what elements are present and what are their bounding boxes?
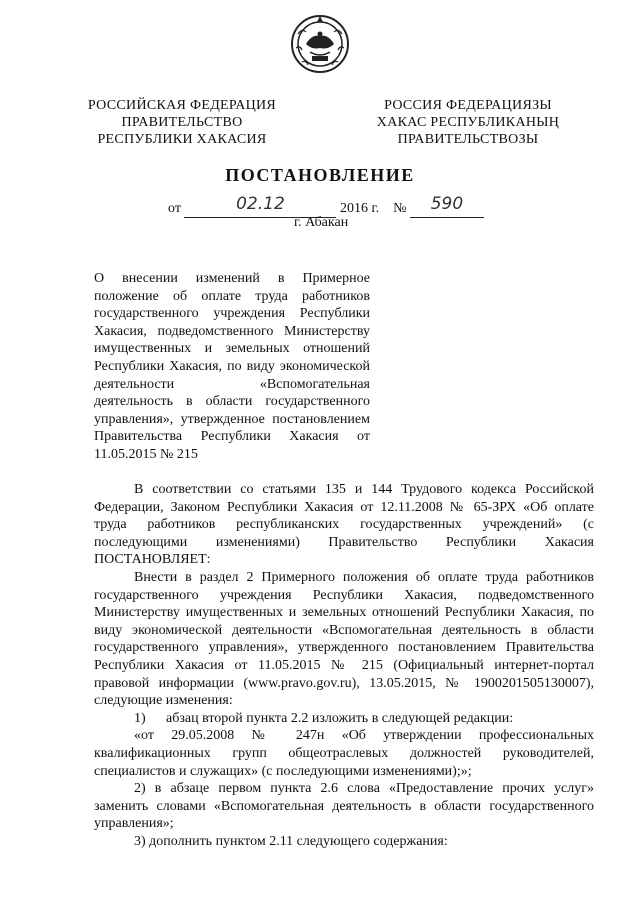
header-left-line: РОССИЙСКАЯ ФЕДЕРАЦИЯ [87,98,277,113]
republic-emblem [290,12,350,76]
year-text: 2016 г. [339,201,380,216]
handwritten-date: 02.12 [236,194,285,214]
list-item-text: абзац второй пункта 2.2 изложить в следующей редакции: [166,710,514,726]
handwritten-number: 590 [430,194,464,214]
header-right-line: ХАКАС РЕСПУБЛИКАНЫҢ [376,115,560,130]
number-field [410,194,484,218]
list-item-number: 1) [134,710,146,726]
header-right-line: ПРАВИТЕЛЬСТВОЗЫ [397,132,539,147]
document-subject: О внесении изменений в Примерное положение об оплате труда работников государственного учреждения Республики Хакасия, подведомственного Министерству имущественных и земельных отношений Республики Хакасия, по виду экономической деятельности «Вспомогательная деятельность в области государственного управления», утвержденное постановлением Правительства Республики Хакасия от 11.05.2015 № 215 [94,271,370,462]
body-paragraph-preamble: В соответствии со статьями 135 и 144 Трудового кодекса Российской Федерации, Законом Республики Хакасия от 12.11.2008 № 65-ЗРХ «Об оплате труда работников республиканских государственных учреждений» (с последующими изменениями) Правительство Республики Хакасия ПОСТАНОВЛЯЕТ: [94,482,594,568]
header-left-block [82,97,282,148]
list-item-1 [94,710,594,728]
body-paragraph-quote: «от 29.05.2008 № 247н «Об утверждении профессиональных квалификационных групп общеотраслевых должностей руководителей, специалистов и служащих» (с последующими изменениями);»; [94,728,594,779]
number-sign: № [393,201,407,216]
date-prefix: от [168,201,181,216]
document-title: ПОСТАНОВЛЕНИЕ [225,165,415,185]
list-item-3: 3) дополнить пунктом 2.11 следующего содержания: [134,833,448,849]
city-label: г. Абакан [294,215,349,230]
header-right-block [368,97,568,148]
body-paragraph-main: Внести в раздел 2 Примерного положения об оплате труда работников государственного учреждения Республики Хакасия, подведомственного Министерству имущественных и земельных отношений Республики Хакасия, по виду экономической деятельности «Вспомогательная деятельность в области государственного управления», утвержденного постановлением Правительства Республики Хакасия от 11.05.2015 № 215 (Официальный интернет-портал правовой информации (www.pravo.gov.ru), 13.05.2015, № 1900201505130007), следующие изменения: [94,569,594,709]
list-item-2: 2) в абзаце первом пункта 2.6 слова «Предоставление прочих услуг» заменить словами «Вспомогательная деятельность в области государственного управления»; [94,781,594,832]
document-body [94,481,594,850]
header-right-line: РОССИЯ ФЕДЕРАЦИЯЗЫ [384,98,552,113]
header-left-line: ПРАВИТЕЛЬСТВО [121,115,243,130]
header-left-line: РЕСПУБЛИКИ ХАКАСИЯ [97,132,267,147]
